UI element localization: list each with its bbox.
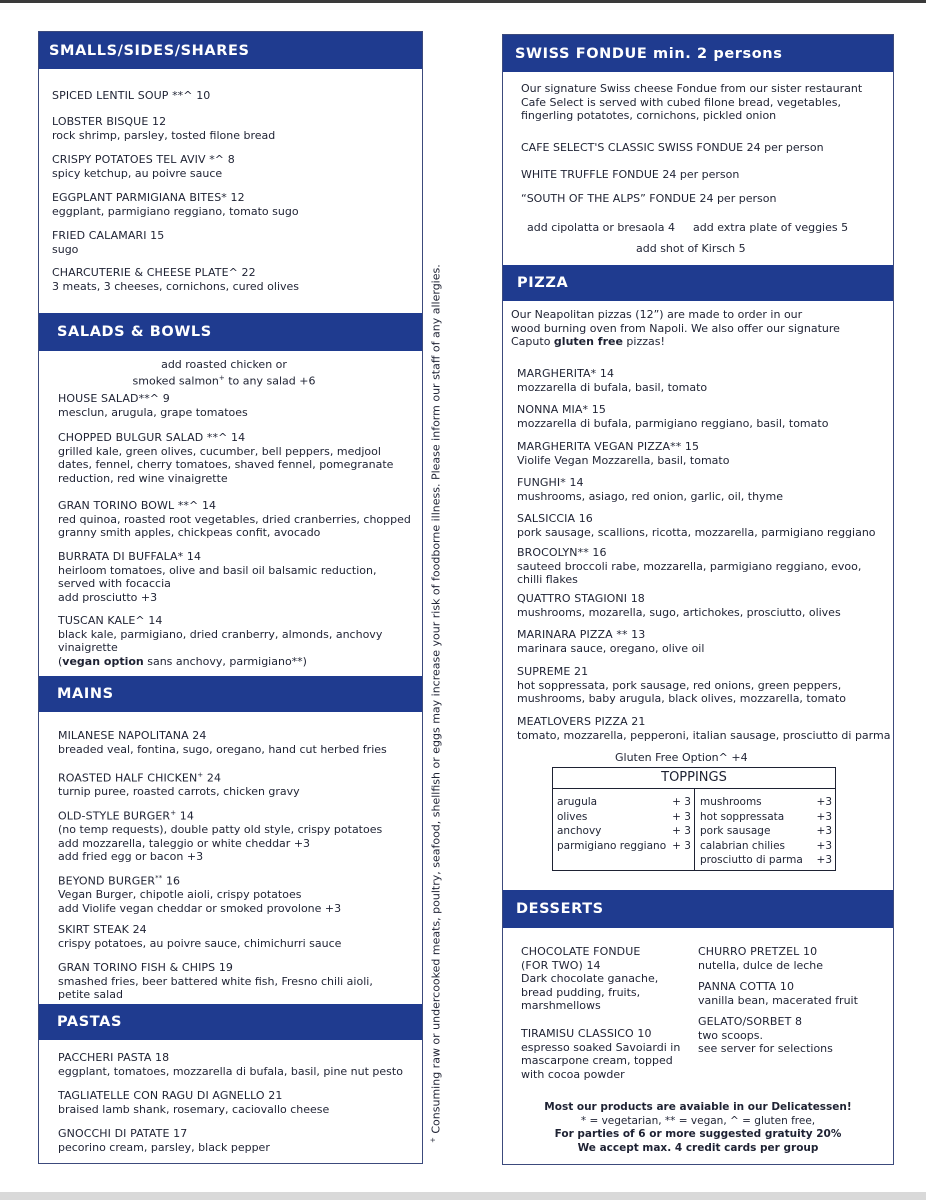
fondue-addon: add shot of Kirsch 5 bbox=[636, 242, 746, 255]
menu-item: PACCHERI PASTA 18 eggplant, tomatoes, mozzarella di bufala, basil, pine nut pesto bbox=[58, 1051, 403, 1078]
fondue-intro: Our signature Swiss cheese Fondue from our sister restaurant Cafe Select is served with cubed filone bread, vegetables, fingerling potatotes, cornichons, pickled onion bbox=[521, 82, 863, 122]
toppings-title: TOPPINGS bbox=[553, 768, 835, 789]
gluten-free-option: Gluten Free Option^ +4 bbox=[615, 751, 748, 764]
menu-item: TUSCAN KALE^ 14 black kale, parmigiano, dried cranberry, almonds, anchovy vinaigrette (vegan option sans anchovy, parmigiano**) bbox=[58, 614, 388, 668]
menu-item: GELATO/SORBET 8 two scoops. see server for selections bbox=[698, 1015, 833, 1055]
menu-item: CHURRO PRETZEL 10 nutella, dulce de leche bbox=[698, 945, 824, 972]
menu-item: MILANESE NAPOLITANA 24 breaded veal, fontina, sugo, oregano, hand cut herbed fries bbox=[58, 729, 387, 756]
toppings-table bbox=[552, 767, 836, 871]
section-header-desserts bbox=[503, 890, 893, 928]
menu-item: GRAN TORINO FISH & CHIPS 19 smashed fries, beer battered white fish, Fresno chili aioli, petite salad bbox=[58, 961, 373, 1001]
deli-note: Most our products are avaiable in our Delicatessen! bbox=[544, 1101, 852, 1113]
toppings-left-column: arugula + 3 olives + 3 anchovy + 3 parmigiano reggiano + 3 bbox=[557, 796, 691, 852]
menu-item: LOBSTER BISQUE 12 rock shrimp, parsley, tosted filone bread bbox=[52, 115, 276, 142]
section-header-mains bbox=[39, 676, 422, 712]
menu-item: SPICED LENTIL SOUP **^ 10 bbox=[52, 89, 211, 102]
menu-item: FUNGHI* 14 mushrooms, asiago, red onion, garlic, oil, thyme bbox=[517, 476, 784, 503]
fondue-item: “SOUTH OF THE ALPS” FONDUE 24 per person bbox=[521, 192, 777, 205]
toppings-divider bbox=[694, 788, 695, 870]
gratuity-note: For parties of 6 or more suggested gratuity 20% bbox=[554, 1128, 842, 1140]
menu-item: CRISPY POTATOES TEL AVIV *^ 8 spicy ketchup, au poivre sauce bbox=[52, 153, 235, 180]
fondue-item: WHITE TRUFFLE FONDUE 24 per person bbox=[521, 168, 740, 181]
section-title: PASTAS bbox=[57, 1014, 122, 1030]
menu-item: MARGHERITA VEGAN PIZZA** 15 Violife Vegan Mozzarella, basil, tomato bbox=[517, 440, 730, 467]
menu-item: BEYOND BURGER** 16 Vegan Burger, chipotle aioli, crispy potatoes add Violife vegan cheddar or smoked provolone +3 bbox=[58, 874, 342, 915]
section-title: DESSERTS bbox=[516, 901, 604, 917]
menu-item: OLD-STYLE BURGER+ 14 (no temp requests), double patty old style, crispy potatoes add mozzarella, taleggio or white cheddar +3 add fried egg or bacon +3 bbox=[58, 809, 383, 864]
menu-item: GRAN TORINO BOWL **^ 14 red quinoa, roasted root vegetables, dried cranberries, chopped granny smith apples, chickpeas confit, avocado bbox=[58, 499, 411, 539]
desserts-footer bbox=[523, 1101, 873, 1155]
menu-item: MARGHERITA* 14 mozzarella di bufala, basil, tomato bbox=[517, 367, 708, 394]
toppings-right-column: mushrooms +3 hot soppressata +3 pork sausage +3 calabrian chilies +3 prosciutto di parma +3 bbox=[700, 796, 832, 866]
left-menu-panel bbox=[38, 31, 423, 1164]
diet-legend: * = vegetarian, ** = vegan, ^ = gluten free, bbox=[580, 1114, 816, 1127]
menu-item: EGGPLANT PARMIGIANA BITES* 12 eggplant, parmigiano reggiano, tomato sugo bbox=[52, 191, 299, 218]
fondue-addon: add extra plate of veggies 5 bbox=[693, 221, 849, 234]
section-title: SMALLS/SIDES/SHARES bbox=[49, 42, 250, 59]
salad-addon-note: add roasted chicken or smoked salmon+ to any salad +6 bbox=[132, 358, 316, 388]
allergy-disclaimer: + Consuming raw or undercooked meats, poultry, seafood, shellfish or eggs may increase your risk of foodborne illness. Please inform our staff of any allergies. bbox=[429, 264, 443, 1143]
menu-item: CHARCUTERIE & CHEESE PLATE^ 22 3 meats, 3 cheeses, cornichons, cured olives bbox=[52, 266, 300, 293]
vegan-option-note: (vegan option sans anchovy, parmigiano**) bbox=[58, 654, 307, 668]
menu-item: QUATTRO STAGIONI 18 mushrooms, mozarella, sugo, artichokes, prosciutto, olives bbox=[517, 592, 841, 619]
menu-item: TAGLIATELLE CON RAGU DI AGNELLO 21 braised lamb shank, rosemary, caciovallo cheese bbox=[58, 1089, 330, 1116]
fondue-addon: add cipolatta or bresaola 4 bbox=[527, 221, 675, 234]
menu-item: BROCOLYN** 16 sauteed broccoli rabe, mozzarella, parmigiano reggiano, evoo, chilli flakes bbox=[517, 546, 862, 586]
menu-item: SALSICCIA 16 pork sausage, scallions, ricotta, mozzarella, parmigiano reggiano bbox=[517, 512, 876, 539]
section-title: PIZZA bbox=[517, 275, 569, 291]
bottom-border bbox=[0, 1192, 926, 1200]
menu-item: NONNA MIA* 15 mozzarella di bufala, parmigiano reggiano, basil, tomato bbox=[517, 403, 829, 430]
section-header-smalls bbox=[39, 32, 422, 69]
right-menu-panel bbox=[502, 34, 894, 1165]
menu-item: FRIED CALAMARI 15 sugo bbox=[52, 229, 165, 256]
menu-item: CHOCOLATE FONDUE (FOR TWO) 14 Dark chocolate ganache, bread pudding, fruits, marshmellows bbox=[521, 945, 659, 1012]
menu-item: BURRATA DI BUFFALA* 14 heirloom tomatoes, olive and basil oil balsamic reduction, served with focaccia add prosciutto +3 bbox=[58, 550, 377, 604]
menu-item: HOUSE SALAD**^ 9 mesclun, arugula, grape tomatoes bbox=[58, 392, 248, 419]
menu-item: SKIRT STEAK 24 crispy potatoes, au poivre sauce, chimichurri sauce bbox=[58, 923, 342, 950]
section-title: SWISS FONDUE min. 2 persons bbox=[515, 45, 783, 62]
top-border bbox=[0, 0, 926, 3]
section-title: SALADS & BOWLS bbox=[57, 324, 212, 340]
menu-item: ROASTED HALF CHICKEN+ 24 turnip puree, roasted carrots, chicken gravy bbox=[58, 771, 300, 799]
section-header-pizza bbox=[503, 265, 893, 301]
section-header-salads bbox=[39, 313, 422, 351]
menu-item: TIRAMISU CLASSICO 10 espresso soaked Savoiardi in mascarpone cream, topped with cocoa powder bbox=[521, 1027, 681, 1081]
menu-item: GNOCCHI DI PATATE 17 pecorino cream, parsley, black pepper bbox=[58, 1127, 270, 1154]
section-header-pastas bbox=[39, 1004, 422, 1040]
section-title: MAINS bbox=[57, 686, 114, 702]
pizza-intro: Our Neapolitan pizzas (12”) are made to order in our wood burning oven from Napoli. We also offer our signature Caputo gluten free pizzas! bbox=[511, 308, 840, 348]
section-header-fondue bbox=[503, 35, 893, 72]
menu-item: PANNA COTTA 10 vanilla bean, macerated fruit bbox=[698, 980, 858, 1007]
credit-card-note: We accept max. 4 credit cards per group bbox=[577, 1141, 819, 1154]
menu-item: SUPREME 21 hot soppressata, pork sausage, red onions, green peppers, mushrooms, baby arugula, black olives, mozzarella, tomato bbox=[517, 665, 846, 705]
fondue-item: CAFE SELECT'S CLASSIC SWISS FONDUE 24 per person bbox=[521, 141, 824, 154]
menu-item: MARINARA PIZZA ** 13 marinara sauce, oregano, olive oil bbox=[517, 628, 705, 655]
menu-item: CHOPPED BULGUR SALAD **^ 14 grilled kale, green olives, cucumber, bell peppers, medjool dates, fennel, cherry tomatoes, shaved fennel, pomegranate reduction, red wine vinaigrette bbox=[58, 431, 394, 485]
menu-item: MEATLOVERS PIZZA 21 tomato, mozzarella, pepperoni, italian sausage, prosciutto di parma bbox=[517, 715, 891, 742]
